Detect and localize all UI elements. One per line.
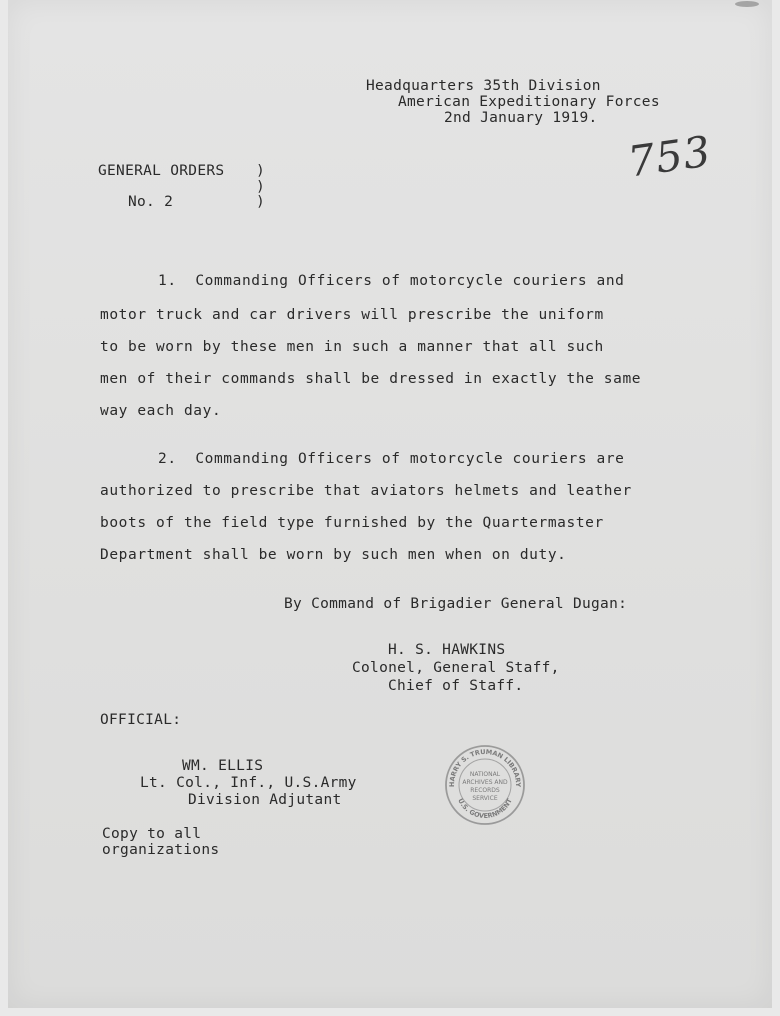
stamp-inner-1: NATIONAL (469, 771, 501, 778)
distribution-line-1: Copy to all (102, 826, 202, 842)
bracket-2: ) (256, 179, 266, 195)
stamp-inner-4: SERVICE (472, 795, 498, 802)
paragraph-1-line-2: motor truck and car drivers will prescribe the uniform (100, 307, 604, 323)
signer-title-1: Colonel, General Staff, (352, 660, 560, 676)
paragraph-1-line-3: to be worn by these men in such a manner that all such (100, 339, 604, 355)
general-orders-title: GENERAL ORDERS (98, 163, 225, 179)
header-line-2: American Expeditionary Forces (398, 94, 660, 110)
archive-stamp (444, 744, 526, 826)
signer-name: H. S. HAWKINS (388, 642, 506, 658)
paragraph-2-line-4: Department shall be worn by such men when on duty. (100, 547, 567, 563)
document-page (8, 0, 772, 1008)
general-orders-number: No. 2 (128, 194, 174, 210)
official-title: Division Adjutant (188, 792, 342, 808)
header-line-1: Headquarters 35th Division (366, 78, 601, 94)
stamp-outer-bottom: U.S. GOVERNMENT (456, 797, 514, 821)
paragraph-2-line-2: authorized to prescribe that aviators helmets and leather (100, 483, 632, 499)
signer-title-2: Chief of Staff. (388, 678, 524, 694)
paragraph-1-line-4: men of their commands shall be dressed in exactly the same (100, 371, 642, 387)
corner-smudge-icon (732, 0, 762, 10)
handwritten-number: 753 (624, 126, 715, 187)
header-line-3: 2nd January 1919. (444, 110, 598, 126)
paragraph-1-line-5: way each day. (100, 403, 222, 419)
paragraph-2-line-3: boots of the field type furnished by the Quartermaster (100, 515, 604, 531)
by-command-line: By Command of Brigadier General Dugan: (284, 596, 628, 612)
official-label: OFFICIAL: (100, 712, 182, 728)
stamp-outer-top: HARRY S. TRUMAN LIBRARY (447, 747, 523, 788)
official-rank: Lt. Col., Inf., U.S.Army (140, 775, 357, 791)
distribution-line-2: organizations (102, 842, 220, 858)
paragraph-2-line-1: 2. Commanding Officers of motorcycle couriers are (158, 451, 625, 467)
stamp-inner-2: ARCHIVES AND (462, 779, 508, 786)
official-name: WM. ELLIS (182, 758, 264, 774)
bracket-3: ) (256, 194, 266, 210)
bracket-1: ) (256, 163, 266, 179)
stamp-inner-3: RECORDS (470, 787, 500, 794)
paragraph-1-line-1: 1. Commanding Officers of motorcycle couriers and (158, 273, 625, 289)
